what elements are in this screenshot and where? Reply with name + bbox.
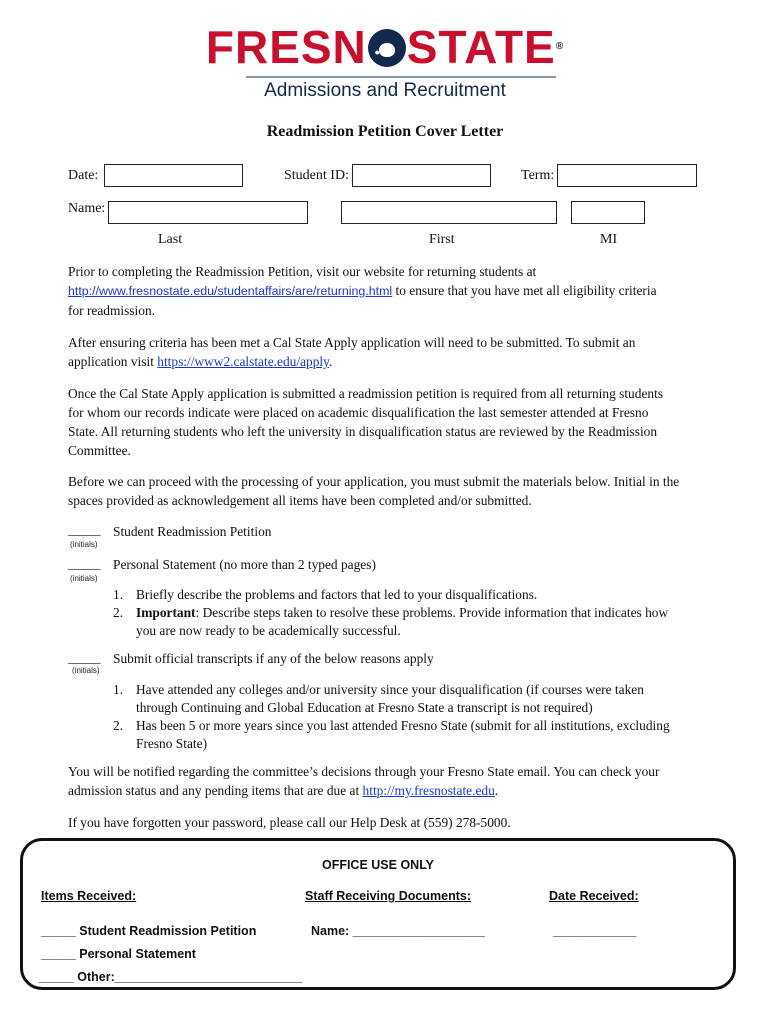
transcripts-subitem-1-line1: Have attended any colleges and/or university since your disqualification (if courses were taken [136,682,644,697]
calstate-apply-link[interactable]: https://www2.calstate.edu/apply [157,354,329,369]
term-field[interactable] [557,164,697,187]
transcripts-number-2: 2. [113,718,124,733]
statement-subitem-2 [136,604,716,640]
important-label: Important [136,605,196,620]
date-received-label: Date Received: [549,889,639,903]
bulldog-paw-icon [368,29,406,67]
initials-caption-2: (initials) [70,574,98,583]
registered-mark: ® [555,41,565,52]
date-field[interactable] [104,164,243,187]
fresno-state-logo [0,22,770,72]
transcripts-subitem-2-line2: Fresno State) [136,736,208,751]
p4-line1: Before we can proceed with the processing of your application, you must submit the materials below. Initial in the [68,474,680,489]
p2-period: . [328,354,333,369]
statement-subitem-2-line2: you are now ready to be academically successful. [136,623,401,638]
checklist-item-transcripts: Submit official transcripts if any of the below reasons apply [113,651,434,666]
first-name-field[interactable] [341,201,557,224]
transcripts-subitem-2 [136,717,716,753]
paragraph-notification [68,762,708,800]
name-label: Name: [68,201,106,216]
office-row-other: _____ Other:___________________________ [39,970,303,984]
p4-line2: spaces provided as acknowledgement all items have been completed and/or submitted. [68,493,532,508]
first-caption: First [429,232,455,247]
initials-caption-3: (initials) [72,666,100,675]
p3-line4: Committee. [68,443,131,458]
student-id-label: Student ID: [284,168,349,183]
checklist-item-petition: Student Readmission Petition [113,524,272,539]
statement-subitem-2-text: : Describe steps taken to resolve these problems. Provide information that indicates how [195,605,669,620]
p3-line3: State. All returning students who left the university in disqualification status are reviewed by the Readmission [68,424,658,439]
my-fresnostate-link[interactable]: http://my.fresnostate.edu [362,783,495,798]
items-received-label: Items Received: [41,889,137,903]
last-name-field[interactable] [108,201,308,224]
department-name: Admissions and Recruitment [264,80,506,101]
p3-line1: Once the Cal State Apply application is submitted a readmission petition is required from all returning students [68,386,664,401]
p1-line1: Prior to completing the Readmission Petition, visit our website for returning students at [68,264,537,279]
closing-period: . [494,783,499,798]
logo-brand-left: FRESN [205,21,367,73]
checklist-item-statement: Personal Statement (no more than 2 typed pages) [113,557,376,572]
p1-line3: for readmission. [68,303,156,318]
office-row-petition: _____ Student Readmission Petition [41,924,257,938]
statement-number-1: 1. [113,587,124,602]
office-staff-name-line: Name: ___________________ [311,924,485,938]
logo-divider [246,76,556,78]
initials-blank-3[interactable]: _____ [68,650,101,665]
logo-brand-right: STATE [406,21,556,73]
student-id-field[interactable] [352,164,491,187]
statement-number-2: 2. [113,605,124,620]
closing-line2: admission status and any pending items that are due at [68,783,363,798]
initials-blank-2[interactable]: _____ [68,556,101,571]
closing-line1: You will be notified regarding the committee’s decisions through your Fresno State email. You can check your [68,764,660,779]
date-label: Date: [68,168,99,183]
transcripts-subitem-1-line2: through Continuing and Global Education at Fresno State a transcript is not required) [136,700,593,715]
last-caption: Last [158,232,183,247]
paragraph-materials [68,472,708,510]
office-date-line: ____________ [553,924,637,938]
office-use-heading: OFFICE USE ONLY [321,858,435,872]
paragraph-petition-required [68,384,708,460]
staff-receiving-label: Staff Receiving Documents: [305,889,472,903]
statement-subitem-1: Briefly describe the problems and factors that led to your disqualifications. [136,587,538,602]
middle-initial-field[interactable] [571,201,645,224]
p1-line2-rest: to ensure that you have met all eligibility criteria [392,283,657,298]
office-row-statement: _____ Personal Statement [41,947,196,961]
initials-blank-1[interactable]: _____ [68,522,101,537]
term-label: Term: [521,168,555,183]
page-title: Readmission Petition Cover Letter [266,123,504,140]
p2-line2: application visit [68,354,158,369]
office-use-box [20,838,736,990]
paragraph-help-desk: If you have forgotten your password, please call our Help Desk at (559) 278-5000. [68,815,511,830]
transcripts-subitem-1 [136,681,716,717]
transcripts-subitem-2-line1: Has been 5 or more years since you last attended Fresno State (submit for all institutions, excluding [136,718,670,733]
paragraph-calstate-apply [68,333,708,371]
returning-link[interactable]: http://www.fresnostate.edu/studentaffairs/are/returning.html [68,284,393,298]
p2-line1: After ensuring criteria has been met a Cal State Apply application will need to be submitted. To submit an [68,335,636,350]
initials-caption-1: (initials) [70,540,98,549]
p3-line2: for whom our records indicate were placed on academic disqualification the last semester attended at Fresno [68,405,649,420]
transcripts-number-1: 1. [113,682,124,697]
paragraph-returning [68,262,708,320]
mi-caption: MI [600,232,618,247]
